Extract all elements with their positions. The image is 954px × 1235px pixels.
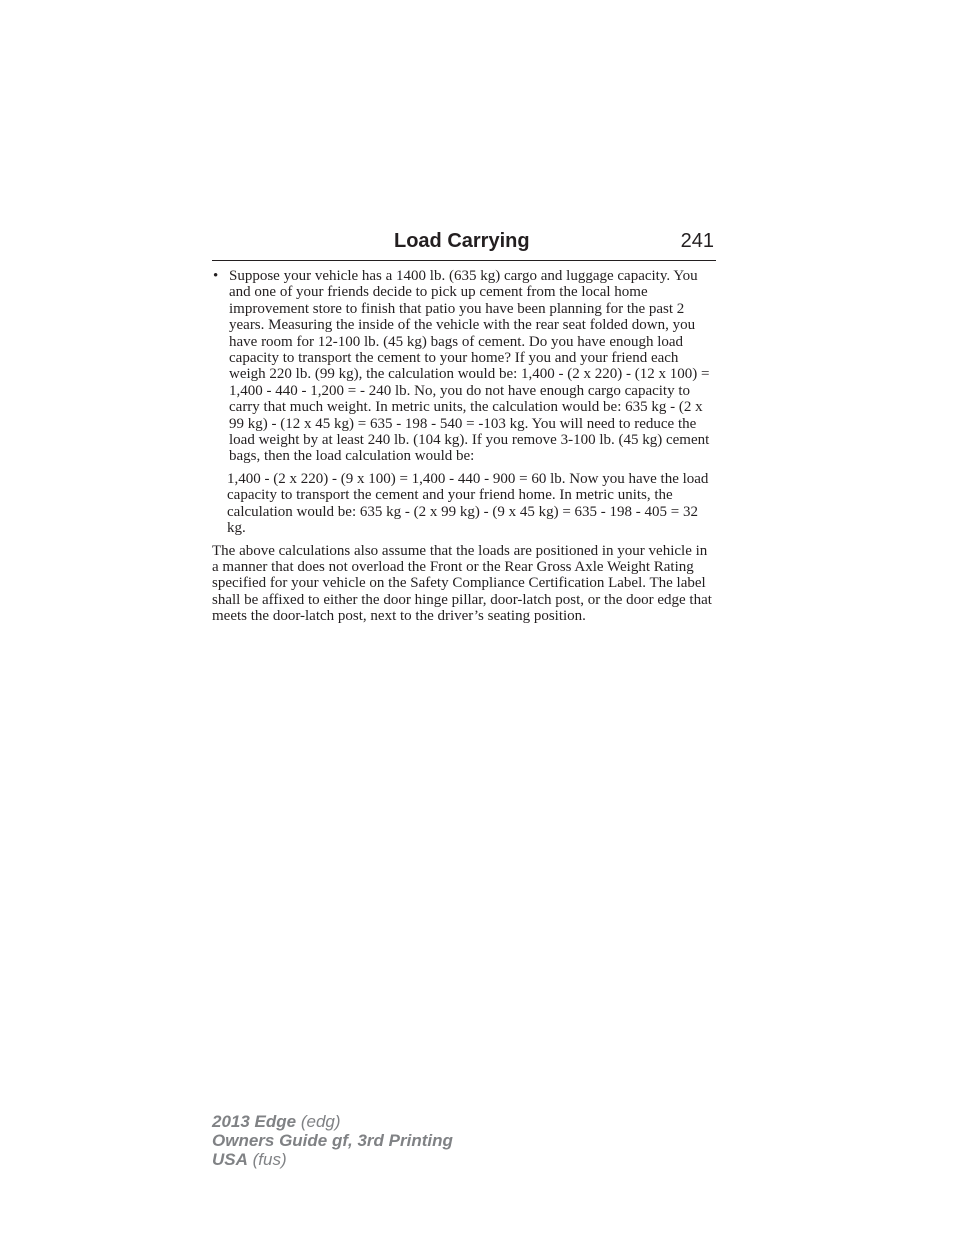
footer-guide: Owners Guide gf, 3rd Printing: [212, 1131, 453, 1150]
section-title: Load Carrying: [394, 230, 530, 252]
bullet-continuation: 1,400 - (2 x 220) - (9 x 100) = 1,400 - 440 - 900 = 60 lb. Now you have the load capacity to transport the cement and your friend home. In metric units, the calculation would be: 635 kg - (2 x 99 kg) - (9 x 45 kg) = 635 - 198 - 405 = 32 kg.: [227, 470, 709, 537]
footer-line-guide: [212, 1131, 453, 1150]
page-header: [212, 228, 716, 261]
page-number: 241: [680, 230, 714, 252]
page-footer: [212, 1112, 453, 1169]
bullet-mark: •: [213, 268, 219, 284]
footer-model: 2013 Edge: [212, 1112, 297, 1131]
closing-paragraph: The above calculations also assume that the loads are positioned in your vehicle in a manner that does not overload the Front or the Rear Gross Axle Weight Rating specified for your vehicle on the Safety Compliance Certification Label. The label shall be affixed to either the door hinge pillar, door-latch post, or the door edge that meets the door-latch post, next to the driver’s seating position.: [212, 542, 712, 625]
footer-model-code: (edg): [296, 1112, 341, 1131]
page-body: [212, 268, 716, 625]
footer-line-model: [212, 1112, 453, 1131]
footer-market-code: (fus): [247, 1150, 287, 1169]
footer-line-market: [212, 1150, 453, 1169]
bullet-item: [212, 268, 716, 465]
bullet-text: Suppose your vehicle has a 1400 lb. (635 kg) cargo and luggage capacity. You and one of your friends decide to pick up cement from the local home improvement store to finish that patio you have been planning for the past 2 years. Measuring the inside of the vehicle with the rear seat folded down, you have room for 12-100 lb. (45 kg) bags of cement. Do you have enough load capacity to transport the cement to your home? If you and your friend each weigh 220 lb. (99 kg), the calculation would be: 1,400 - (2 x 220) - (12 x 100) = 1,400 - 440 - 1,200 = - 240 lb. No, you do not have enough cargo capacity to carry that much weight. In metric units, the calculation would be: 635 kg - (2 x 99 kg) - (12 x 45 kg) = 635 - 198 - 540 = -103 kg. You will need to reduce the load weight by at least 240 lb. (104 kg). If you remove 3-100 lb. (45 kg) cement bags, then the load calculation would be:: [229, 268, 710, 465]
footer-market: USA: [212, 1150, 248, 1169]
